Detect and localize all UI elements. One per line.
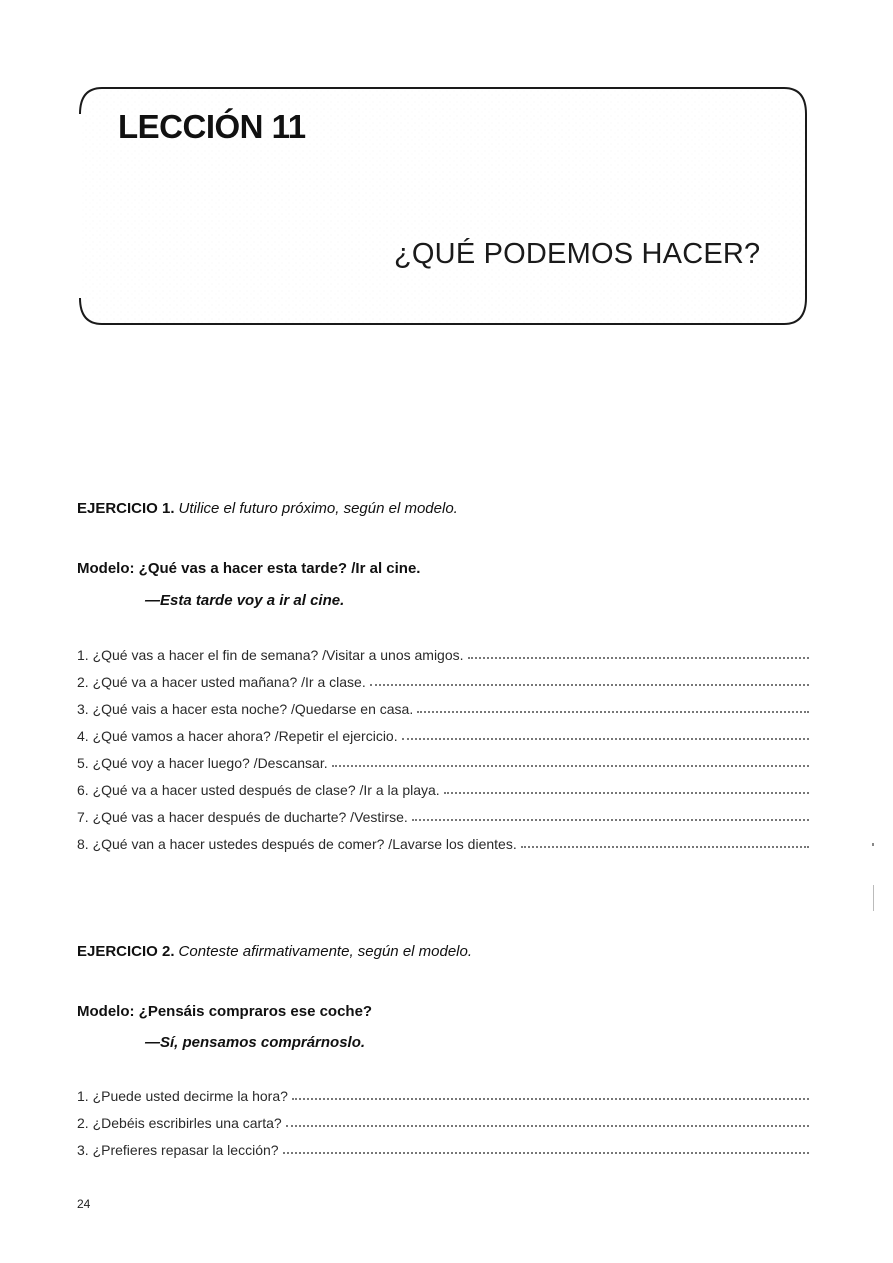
answer-line[interactable]: [468, 657, 809, 659]
scan-speck: [872, 843, 874, 846]
item-text: ¿Qué vas a hacer después de ducharte? /Vestirse.: [92, 809, 408, 825]
item-text: ¿Debéis escribirles una carta?: [92, 1115, 282, 1131]
exercise1-label: EJERCICIO 1.: [77, 500, 175, 517]
answer-line[interactable]: [521, 846, 809, 848]
exercise1-heading: [77, 500, 458, 517]
answer-line[interactable]: [412, 819, 809, 821]
item-text: ¿Qué van a hacer ustedes después de comer? /Lavarse los dientes.: [92, 836, 517, 852]
exercise1-item: [77, 778, 809, 798]
exercise1-item: [77, 697, 809, 717]
item-number: 8.: [77, 836, 89, 852]
answer-line[interactable]: [286, 1125, 809, 1127]
answer-line[interactable]: [402, 738, 809, 740]
exercise1-item: [77, 724, 809, 744]
exercise2-instruction: Conteste afirmativamente, según el modelo.: [178, 943, 473, 960]
item-number: 4.: [77, 728, 89, 744]
answer-line[interactable]: [283, 1152, 809, 1154]
answer-line[interactable]: [332, 765, 809, 767]
item-number: 3.: [77, 701, 89, 717]
answer-line[interactable]: [417, 711, 809, 713]
item-text: ¿Prefieres repasar la lección?: [92, 1142, 279, 1158]
item-number: 1.: [77, 647, 89, 663]
item-text: ¿Qué va a hacer usted después de clase? /Ir a la playa.: [92, 782, 440, 798]
answer-line[interactable]: [444, 792, 809, 794]
scan-speck: [873, 885, 874, 911]
exercise2-model-answer: —Sí, pensamos comprárnoslo.: [145, 1034, 366, 1051]
item-number: 7.: [77, 809, 89, 825]
exercise1-item: [77, 751, 809, 771]
exercise2-item: [77, 1138, 809, 1158]
exercise2-item: [77, 1111, 809, 1131]
item-number: 2.: [77, 1115, 89, 1131]
exercise2-heading: [77, 943, 472, 960]
exercise2-model-question: Modelo: ¿Pensáis compraros ese coche?: [77, 1003, 373, 1020]
item-text: ¿Puede usted decirme la hora?: [92, 1088, 288, 1104]
lesson-title: LECCIÓN 11: [118, 108, 306, 145]
item-number: 5.: [77, 755, 89, 771]
item-text: ¿Qué vas a hacer el fin de semana? /Visitar a unos amigos.: [92, 647, 464, 663]
item-number: 6.: [77, 782, 89, 798]
exercise1-model-question: Modelo: ¿Qué vas a hacer esta tarde? /Ir al cine.: [77, 560, 421, 577]
item-text: ¿Qué voy a hacer luego? /Descansar.: [92, 755, 328, 771]
item-text: ¿Qué va a hacer usted mañana? /Ir a clase.: [92, 674, 366, 690]
item-number: 2.: [77, 674, 89, 690]
exercise2-label: EJERCICIO 2.: [77, 943, 175, 960]
item-text: ¿Qué vais a hacer esta noche? /Quedarse en casa.: [92, 701, 414, 717]
exercise1-item: [77, 643, 809, 663]
exercise1-instruction: Utilice el futuro próximo, según el modelo.: [178, 500, 458, 517]
answer-line[interactable]: [292, 1098, 809, 1100]
page-number: 24: [77, 1197, 91, 1211]
item-number: 1.: [77, 1088, 89, 1104]
answer-line[interactable]: [370, 684, 809, 686]
lesson-subtitle: ¿QUÉ PODEMOS HACER?: [394, 238, 761, 270]
exercise2-item: [77, 1084, 809, 1104]
exercise1-item: [77, 832, 809, 852]
exercise1-item: [77, 670, 809, 690]
exercise1-item: [77, 805, 809, 825]
exercise1-model-answer: —Esta tarde voy a ir al cine.: [145, 592, 345, 609]
item-text: ¿Qué vamos a hacer ahora? /Repetir el ejercicio.: [92, 728, 398, 744]
item-number: 3.: [77, 1142, 89, 1158]
